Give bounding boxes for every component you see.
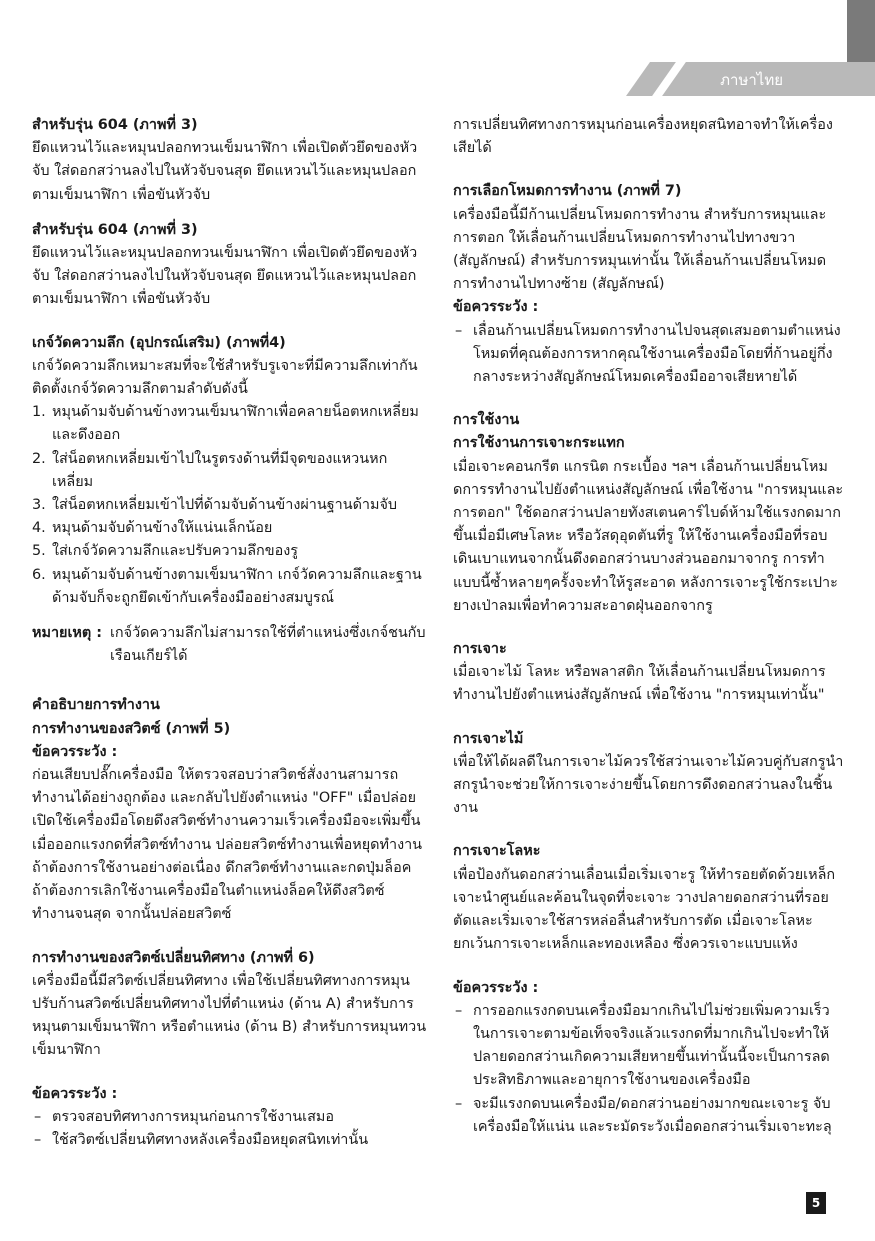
paragraph: เพื่อป้องกันดอกสว่านเลื่อนเมื่อเริ่มเจาะรู ให้ทำรอยตัดด้วยเหล็กเจาะนำศูนย์และค้อนในจุดที่จะเจาะ วางปลายดอกสว่านที่รอยตัดและเริ่มเจาะใช้สารหล่อลื่นสำหรับการตัด เมื่อเจาะโลหะ ยกเว้นการเจาะเหล็กและทองเหลือง ซึ่งควรเจาะแบบแห้ง xyxy=(453,866,836,953)
paragraph: เมื่อเจาะไม้ โลหะ หรือพลาสติก ให้เลื่อนก้านเปลี่ยนโหมดการทำงานไปยังตำแหน่งสัญลักษณ์ เพื่อใช้งาน "การหมุนเท่านั้น" xyxy=(453,664,826,704)
section-heading: คำอธิบายการทำงาน xyxy=(32,697,160,714)
caution-label: ข้อควรระวัง : xyxy=(453,979,539,996)
language-label: ภาษาไทย xyxy=(720,71,783,89)
right-column xyxy=(453,114,845,1139)
list-item: 1. หมุนด้ามจับด้านข้างทวนเข็มนาฬิกาเพื่อคลายน็อตหกเหลี่ยมและดึงออก xyxy=(32,404,419,444)
list-item: – จะมีแรงกดบนเครื่องมือ/ดอกสว่านอย่างมากขณะเจาะรู จับเครื่องมือให้แน่น และระมัดระวังเมื่อดอกสว่านเริ่มเจาะทะลุ xyxy=(455,1095,832,1135)
paragraph: การเปลี่ยนทิศทางการหมุนก่อนเครื่องหยุดสนิทอาจทำให้เครื่องเสียได้ xyxy=(453,117,833,157)
left-column xyxy=(32,114,427,1152)
header-bar-stripe xyxy=(652,62,686,96)
depth-gauge-steps xyxy=(32,401,427,610)
paragraph: เมื่อเจาะคอนกรีต แกรนิต กระเบื้อง ฯลฯ เลื่อนก้านเปลี่ยนโหมดการรทำงานไปยังตำแหน่งสัญลักษณ์ เพื่อใช้งาน "การหมุนและการตอก" ใช้ดอกสว่านปลายทังสเตนคาร์ไบด์ห้ามใช้แรงกดมากขึ้นเมื่อมีเศษโลหะ หรือวัสดุอุดตันที่รู ให้ใช้งานเครื่องมือที่รอบเดินเบาแทนจากนั้นดึงดอกสว่านบางส่วนออกมาจากรู การทำแบบนี้ซ้ำหลายๆครั้งจะทำให้รูสะอาด หลังการเจาะรูใช้กระเปาะยางเป่าลมเพื่อทำความสะอาดฝุ่นออกจากรู xyxy=(453,458,844,614)
section-heading: การเจาะไม้ xyxy=(453,730,524,747)
list-item: 4. หมุนด้ามจับด้านข้างให้แน่นเล็กน้อย xyxy=(32,520,273,537)
caution-label: ข้อควรระวัง : xyxy=(32,1085,118,1102)
list-item: 3. ใส่น็อตหกเหลี่ยมเข้าไปที่ด้ามจับด้านข้างผ่านฐานด้ามจับ xyxy=(32,497,398,514)
paragraph: ก่อนเสียบปลั๊กเครื่องมือ ให้ตรวจสอบว่าสวิตช์สั่งงานสามารถทำงานได้อย่างถูกต้อง และกลับไปยังตำแหน่ง "OFF" เมื่อปล่อย เปิดใช้เครื่องมือโดยดึงสวิตซ์ทำงานความเร็วเครื่องมือจะเพิ่มขึ้นเมื่อออกแรงกดที่สวิตซ์ทำงาน ปล่อยสวิตซ์ทำงานเพื่อหยุดทำงาน ถ้าต้องการใช้งานอย่างต่อเนื่อง ดึกสวิตซ์ทำงานและกดปุ่มล็อค ถ้าต้องการเลิกใช้งานเครื่องมือในตำแหน่งล็อคให้ดึงสวิตซ์ ทำงานจนสุด จากนั้นปล่อยสวิตซ์ xyxy=(32,767,423,923)
section-heading: เกจ์วัดความลึก (อุปกรณ์เสริม) (ภาพที่4) xyxy=(32,334,286,351)
list-item: – ตรวจสอบทิศทางการหมุนก่อนการใช้งานเสมอ xyxy=(34,1108,334,1125)
section-heading: การเลือกโหมดการทำงาน (ภาพที่ 7) xyxy=(453,183,682,200)
list-item: – การออกแรงกดบนเครื่องมือมากเกินไปไม่ช่วยเพิ่มความเร็วในการเจาะตามข้อเท็จจริงแล้วแรงกดที่มากเกินไปจะทำให้ปลายดอกสว่านเกิดความเสียหายขึ้นเท่านั้นนี้จะเป็นการลดประสิทธิภาพและอายุการใช้งานของเครื่องมือ xyxy=(455,1002,830,1089)
note-label: หมายเหตุ : xyxy=(32,625,102,642)
paragraph: เพื่อให้ได้ผลดีในการเจาะไม้ควรใช้สว่านเจาะไม้ควบคู่กับสกรูนำ สกรูนำจะช่วยให้การเจาะง่ายขึ้นโดยการดึงดอกสว่านลงในชิ้นงาน xyxy=(453,753,844,817)
section-heading: การเจาะ xyxy=(453,641,507,658)
section-heading: การใช้งาน xyxy=(453,412,520,429)
paragraph: ยึดแหวนไว้และหมุนปลอกทวนเข็มนาฬิกา เพื่อเปิดตัวยึดของหัวจับ ใส่ดอกสว่านลงไปในหัวจับจนสุด ยึดแหวนไว้และหมุนปลอกตามเข็มนาฬิกา เพื่อขันหัวจับ xyxy=(32,245,418,308)
caution-list xyxy=(32,1106,427,1152)
caution-label: ข้อควรระวัง : xyxy=(32,743,118,760)
list-item: 2. ใส่น็อตหกเหลี่ยมเข้าไปในรูตรงด้านที่มีจุดของแหวนหกเหลี่ยม xyxy=(32,450,388,490)
language-header-bar xyxy=(626,62,875,96)
list-item: – ใช้สวิตซ์เปลี่ยนทิศทางหลังเครื่องมือหยุดสนิทเท่านั้น xyxy=(34,1131,369,1148)
paragraph: เครื่องมือนี้มีสวิตซ์เปลี่ยนทิศทาง เพื่อใช้เปลี่ยนทิศทางการหมุน ปรับก้านสวิตซ์เปลี่ยนทิศทางไปที่ตำแหน่ง (ด้าน A) สำหรับการหมุนตามเข็มนาฬิกา หรือตำแหน่ง (ด้าน B) สำหรับการหมุนทวนเข็มนาฬิกา xyxy=(32,972,427,1059)
note xyxy=(32,622,427,668)
section-heading: การทำงานของสวิตซ์เปลี่ยนทิศทาง (ภาพที่ 6) xyxy=(32,949,315,966)
paragraph: เครื่องมือนี้มีก้านเปลี่ยนโหมดการทำงาน สำหรับการหมุนและการตอก ให้เลื่อนก้านเปลี่ยนโหมดการทำงานไปทางขวา (สัญลักษณ์) สำหรับการหมุนเท่านั้น ให้เลื่อนก้านเปลี่ยนโหมดการทำงานไปทางซ้าย (สัญลักษณ์) xyxy=(453,206,827,293)
list-item: 5. ใส่เกจ์วัดความลึกและปรับความลึกของรู xyxy=(32,543,298,560)
caution-list xyxy=(453,1000,845,1139)
section-subheading: การทำงานของสวิตซ์ (ภาพที่ 5) xyxy=(32,720,231,737)
section-subheading: การใช้งานการเจาะกระแทก xyxy=(453,435,625,452)
note-text: เกจ์วัดความลึกไม่สามารถใช้ที่ตำแหน่งซึ่งเกจ์ชนกับเรือนเกียร์ได้ xyxy=(110,625,426,665)
list-item: 6. หมุนด้ามจับด้านข้างตามเข็มนาฬิกา เกจ์วัดความลึกและฐานด้ามจับก็จะถูกยึดเข้ากับเครื่องมืออย่างสมบูรณ์ xyxy=(32,566,422,606)
corner-accent-block xyxy=(847,0,875,62)
section-heading: สำหรับรุ่น 604 (ภาพที่ 3) xyxy=(32,221,198,238)
caution-list xyxy=(453,320,845,390)
paragraph: ยึดแหวนไว้และหมุนปลอกทวนเข็มนาฬิกา เพื่อเปิดตัวยึดของหัวจับ ใส่ดอกสว่านลงไปในหัวจับจนสุด ยึดแหวนไว้และหมุนปลอกตามเข็มนาฬิกา เพื่อขันหัวจับ xyxy=(32,140,418,203)
section-heading: การเจาะโลหะ xyxy=(453,843,541,860)
list-item: – เลื่อนก้านเปลี่ยนโหมดการทำงานไปจนสุดเสมอตามตำแหน่ง โหมดที่คุณต้องการหากคุณใช้งานเครื่องมือโดยที่ก้านอยู่กึ่ง กลางระหว่างสัญลักษณ์โหมดเครื่องมืออาจเสียหายได้ xyxy=(455,322,841,386)
page-number: 5 xyxy=(806,1192,826,1214)
paragraph: เกจ์วัดความลึกเหมาะสมที่จะใช้สำหรับรูเจาะที่มีความลึกเท่ากัน ติดตั้งเกจ์วัดความลึกตามลำดับดังนี้ xyxy=(32,357,418,398)
section-heading: สำหรับรุ่น 604 (ภาพที่ 3) xyxy=(32,117,198,133)
header-bar-notch xyxy=(626,62,650,96)
caution-label: ข้อควรระวัง : xyxy=(453,299,539,316)
